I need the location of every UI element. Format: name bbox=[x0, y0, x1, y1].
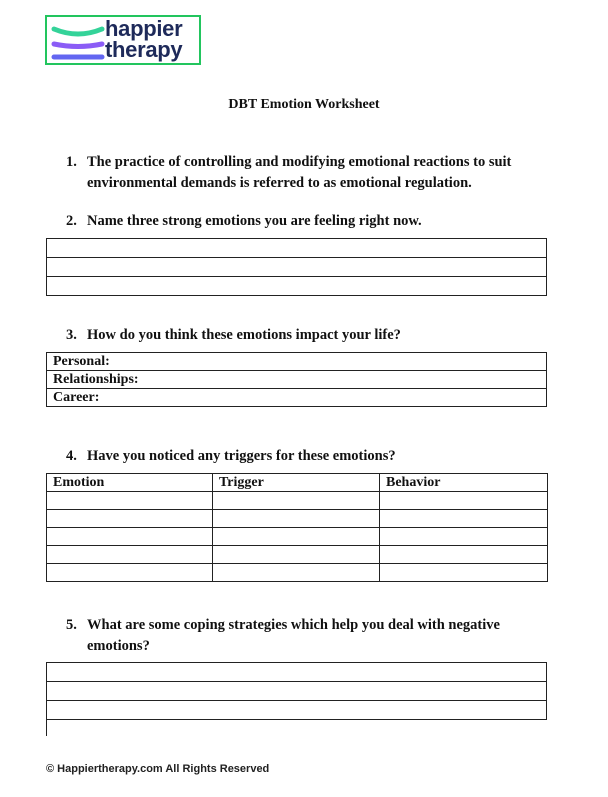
impact-label-relationships[interactable]: Relationships: bbox=[47, 371, 547, 389]
question-2 bbox=[66, 211, 556, 232]
table-cell[interactable] bbox=[213, 546, 380, 564]
table-cell[interactable] bbox=[47, 510, 213, 528]
question-text: How do you think these emotions impact your life? bbox=[87, 327, 401, 343]
question-3 bbox=[66, 325, 556, 346]
answer-cell[interactable] bbox=[47, 663, 547, 682]
table-row bbox=[47, 389, 547, 407]
table-row bbox=[47, 528, 548, 546]
table-row bbox=[47, 564, 548, 582]
column-header-trigger: Trigger bbox=[213, 474, 380, 492]
column-header-behavior: Behavior bbox=[380, 474, 548, 492]
table-row bbox=[47, 510, 548, 528]
copyright-footer: © Happiertherapy.com All Rights Reserved bbox=[46, 763, 270, 775]
table-cell[interactable] bbox=[380, 492, 548, 510]
table-row bbox=[47, 492, 548, 510]
coping-answer-table bbox=[46, 662, 547, 720]
impact-table bbox=[46, 352, 547, 407]
answer-cell[interactable] bbox=[47, 277, 547, 296]
impact-label-personal[interactable]: Personal: bbox=[47, 353, 547, 371]
table-cell[interactable] bbox=[213, 510, 380, 528]
triggers-table bbox=[46, 473, 548, 582]
question-text: The practice of controlling and modifying emotional reactions to suit environmental demands is referred to as emotional regulation. bbox=[87, 154, 512, 191]
table-row bbox=[47, 682, 547, 701]
table-cell[interactable] bbox=[47, 546, 213, 564]
table-cell[interactable] bbox=[213, 564, 380, 582]
answer-cell[interactable] bbox=[47, 258, 547, 277]
table-row bbox=[47, 277, 547, 296]
table-row bbox=[47, 371, 547, 389]
table-row bbox=[47, 353, 547, 371]
answer-cell[interactable] bbox=[47, 701, 547, 720]
table-cell[interactable] bbox=[380, 528, 548, 546]
table-cell[interactable] bbox=[47, 492, 213, 510]
question-number: 3. bbox=[66, 327, 77, 343]
emotions-answer-table bbox=[46, 238, 547, 296]
question-text: Have you noticed any triggers for these emotions? bbox=[87, 448, 396, 464]
question-number: 5. bbox=[66, 617, 77, 633]
impact-label-career[interactable]: Career: bbox=[47, 389, 547, 407]
page-title: DBT Emotion Worksheet bbox=[228, 97, 380, 112]
table-cell[interactable] bbox=[380, 510, 548, 528]
question-1 bbox=[66, 152, 556, 194]
question-number: 2. bbox=[66, 213, 77, 229]
question-text: What are some coping strategies which help you deal with negative emotions? bbox=[87, 617, 500, 654]
table-header-row bbox=[47, 474, 548, 492]
table-cell[interactable] bbox=[213, 528, 380, 546]
question-4 bbox=[66, 446, 556, 467]
question-number: 4. bbox=[66, 448, 77, 464]
column-header-emotion: Emotion bbox=[47, 474, 213, 492]
text-cursor bbox=[46, 718, 47, 736]
table-cell[interactable] bbox=[380, 546, 548, 564]
table-row bbox=[47, 546, 548, 564]
table-cell[interactable] bbox=[213, 492, 380, 510]
table-cell[interactable] bbox=[380, 564, 548, 582]
question-text: Name three strong emotions you are feeling right now. bbox=[87, 213, 422, 229]
answer-cell[interactable] bbox=[47, 682, 547, 701]
logo-line-1: happier bbox=[105, 16, 183, 41]
logo-wordmark bbox=[105, 18, 182, 60]
logo-line-2: therapy bbox=[105, 37, 183, 62]
table-row bbox=[47, 663, 547, 682]
question-5 bbox=[66, 615, 556, 657]
table-row bbox=[47, 239, 547, 258]
table-cell[interactable] bbox=[47, 528, 213, 546]
table-row bbox=[47, 701, 547, 720]
brand-logo bbox=[45, 15, 201, 65]
table-row bbox=[47, 258, 547, 277]
answer-cell[interactable] bbox=[47, 239, 547, 258]
logo-stripes-icon bbox=[50, 20, 106, 64]
question-number: 1. bbox=[66, 154, 77, 170]
table-cell[interactable] bbox=[47, 564, 213, 582]
